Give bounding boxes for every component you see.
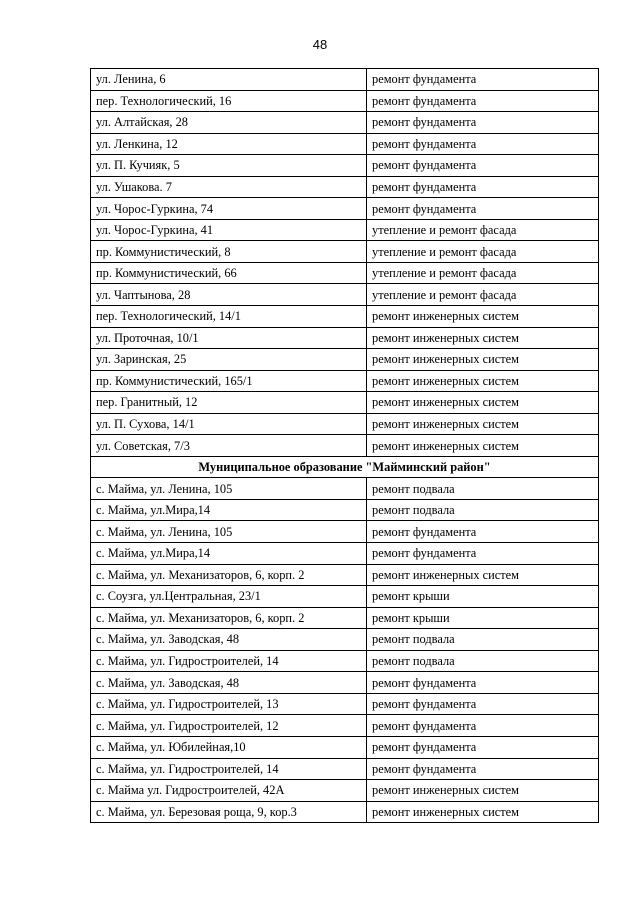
table-row — [91, 564, 599, 586]
work-type-cell: утепление и ремонт фасада — [367, 219, 599, 241]
address-cell: пер. Гранитный, 12 — [91, 392, 367, 414]
address-cell: с. Майма, ул.Мира,14 — [91, 543, 367, 565]
address-cell: ул. Ленкина, 12 — [91, 133, 367, 155]
table-row — [91, 176, 599, 198]
address-cell: пр. Коммунистический, 8 — [91, 241, 367, 263]
address-cell: с. Майма, ул. Юбилейная,10 — [91, 736, 367, 758]
table-row — [91, 521, 599, 543]
table-row — [91, 650, 599, 672]
work-type-cell: ремонт фундамента — [367, 198, 599, 220]
work-type-cell: ремонт инженерных систем — [367, 413, 599, 435]
table-row — [91, 198, 599, 220]
work-type-cell: ремонт крыши — [367, 586, 599, 608]
address-cell: ул. Ушакова. 7 — [91, 176, 367, 198]
address-cell: ул. Проточная, 10/1 — [91, 327, 367, 349]
work-type-cell: ремонт инженерных систем — [367, 306, 599, 328]
address-cell: с. Майма, ул. Гидростроителей, 13 — [91, 693, 367, 715]
work-type-cell: ремонт подвала — [367, 499, 599, 521]
work-type-cell: ремонт инженерных систем — [367, 349, 599, 371]
address-cell: пр. Коммунистический, 165/1 — [91, 370, 367, 392]
table-row — [91, 370, 599, 392]
work-type-cell: ремонт фундамента — [367, 736, 599, 758]
table-body — [91, 69, 599, 823]
address-cell: с. Майма, ул. Гидростроителей, 14 — [91, 758, 367, 780]
table-row — [91, 69, 599, 91]
address-cell: с. Соузга, ул.Центральная, 23/1 — [91, 586, 367, 608]
address-cell: с. Майма, ул. Гидростроителей, 14 — [91, 650, 367, 672]
table-row — [91, 758, 599, 780]
work-type-cell: ремонт фундамента — [367, 521, 599, 543]
table-row — [91, 392, 599, 414]
address-cell: с. Майма, ул. Механизаторов, 6, корп. 2 — [91, 607, 367, 629]
address-cell: с. Майма, ул. Механизаторов, 6, корп. 2 — [91, 564, 367, 586]
table-row — [91, 543, 599, 565]
work-type-cell: ремонт фундамента — [367, 758, 599, 780]
table-row — [91, 327, 599, 349]
table-row — [91, 262, 599, 284]
address-cell: ул. Чаптынова, 28 — [91, 284, 367, 306]
work-type-cell: ремонт крыши — [367, 607, 599, 629]
table-row — [91, 715, 599, 737]
table-row — [91, 219, 599, 241]
address-cell: ул. Ленина, 6 — [91, 69, 367, 91]
address-cell: пр. Коммунистический, 66 — [91, 262, 367, 284]
work-type-cell: ремонт инженерных систем — [367, 435, 599, 457]
work-type-cell: ремонт фундамента — [367, 112, 599, 134]
work-type-cell: ремонт подвала — [367, 650, 599, 672]
work-type-cell: ремонт инженерных систем — [367, 780, 599, 802]
work-type-cell: ремонт инженерных систем — [367, 801, 599, 823]
table-row — [91, 112, 599, 134]
address-cell: с. Майма ул. Гидростроителей, 42А — [91, 780, 367, 802]
work-type-cell: ремонт инженерных систем — [367, 327, 599, 349]
work-type-cell: ремонт фундамента — [367, 672, 599, 694]
work-type-cell: ремонт фундамента — [367, 176, 599, 198]
table-row — [91, 672, 599, 694]
work-type-cell: ремонт инженерных систем — [367, 392, 599, 414]
table-row — [91, 736, 599, 758]
table-row — [91, 90, 599, 112]
address-cell: ул. Советская, 7/3 — [91, 435, 367, 457]
table-row — [91, 435, 599, 457]
address-cell: ул. П. Сухова, 14/1 — [91, 413, 367, 435]
address-cell: ул. Чорос-Гуркина, 41 — [91, 219, 367, 241]
section-title: Муниципальное образование "Майминский район" — [91, 456, 599, 478]
address-cell: с. Майма, ул. Ленина, 105 — [91, 521, 367, 543]
work-type-cell: утепление и ремонт фасада — [367, 284, 599, 306]
table-row — [91, 629, 599, 651]
table-row — [91, 155, 599, 177]
table-row — [91, 349, 599, 371]
address-cell: с. Майма, ул.Мира,14 — [91, 499, 367, 521]
table-row — [91, 241, 599, 263]
address-cell: ул. Алтайская, 28 — [91, 112, 367, 134]
address-work-table — [90, 68, 599, 823]
address-cell: ул. Заринская, 25 — [91, 349, 367, 371]
work-type-cell: ремонт фундамента — [367, 133, 599, 155]
table-row — [91, 413, 599, 435]
work-type-cell: ремонт фундамента — [367, 90, 599, 112]
page-number: 48 — [312, 37, 328, 52]
work-type-cell: ремонт фундамента — [367, 155, 599, 177]
table-row — [91, 133, 599, 155]
work-type-cell: ремонт инженерных систем — [367, 370, 599, 392]
address-cell: с. Майма, ул. Заводская, 48 — [91, 672, 367, 694]
section-header-row — [91, 456, 599, 478]
table-row — [91, 499, 599, 521]
address-cell: пер. Технологический, 16 — [91, 90, 367, 112]
work-type-cell: утепление и ремонт фасада — [367, 241, 599, 263]
table-row — [91, 607, 599, 629]
work-type-cell: ремонт фундамента — [367, 715, 599, 737]
table-row — [91, 693, 599, 715]
table-row — [91, 780, 599, 802]
address-cell: пер. Технологический, 14/1 — [91, 306, 367, 328]
table-row — [91, 284, 599, 306]
work-type-cell: ремонт фундамента — [367, 69, 599, 91]
work-type-cell: утепление и ремонт фасада — [367, 262, 599, 284]
work-type-cell: ремонт подвала — [367, 629, 599, 651]
work-type-cell: ремонт фундамента — [367, 693, 599, 715]
address-cell: ул. П. Кучияк, 5 — [91, 155, 367, 177]
address-cell: с. Майма, ул. Березовая роща, 9, кор.3 — [91, 801, 367, 823]
address-cell: ул. Чорос-Гуркина, 74 — [91, 198, 367, 220]
work-type-cell: ремонт инженерных систем — [367, 564, 599, 586]
table-row — [91, 801, 599, 823]
table-row — [91, 586, 599, 608]
address-cell: с. Майма, ул. Заводская, 48 — [91, 629, 367, 651]
table-row — [91, 478, 599, 500]
table-row — [91, 306, 599, 328]
address-cell: с. Майма, ул. Ленина, 105 — [91, 478, 367, 500]
work-type-cell: ремонт фундамента — [367, 543, 599, 565]
address-cell: с. Майма, ул. Гидростроителей, 12 — [91, 715, 367, 737]
work-type-cell: ремонт подвала — [367, 478, 599, 500]
